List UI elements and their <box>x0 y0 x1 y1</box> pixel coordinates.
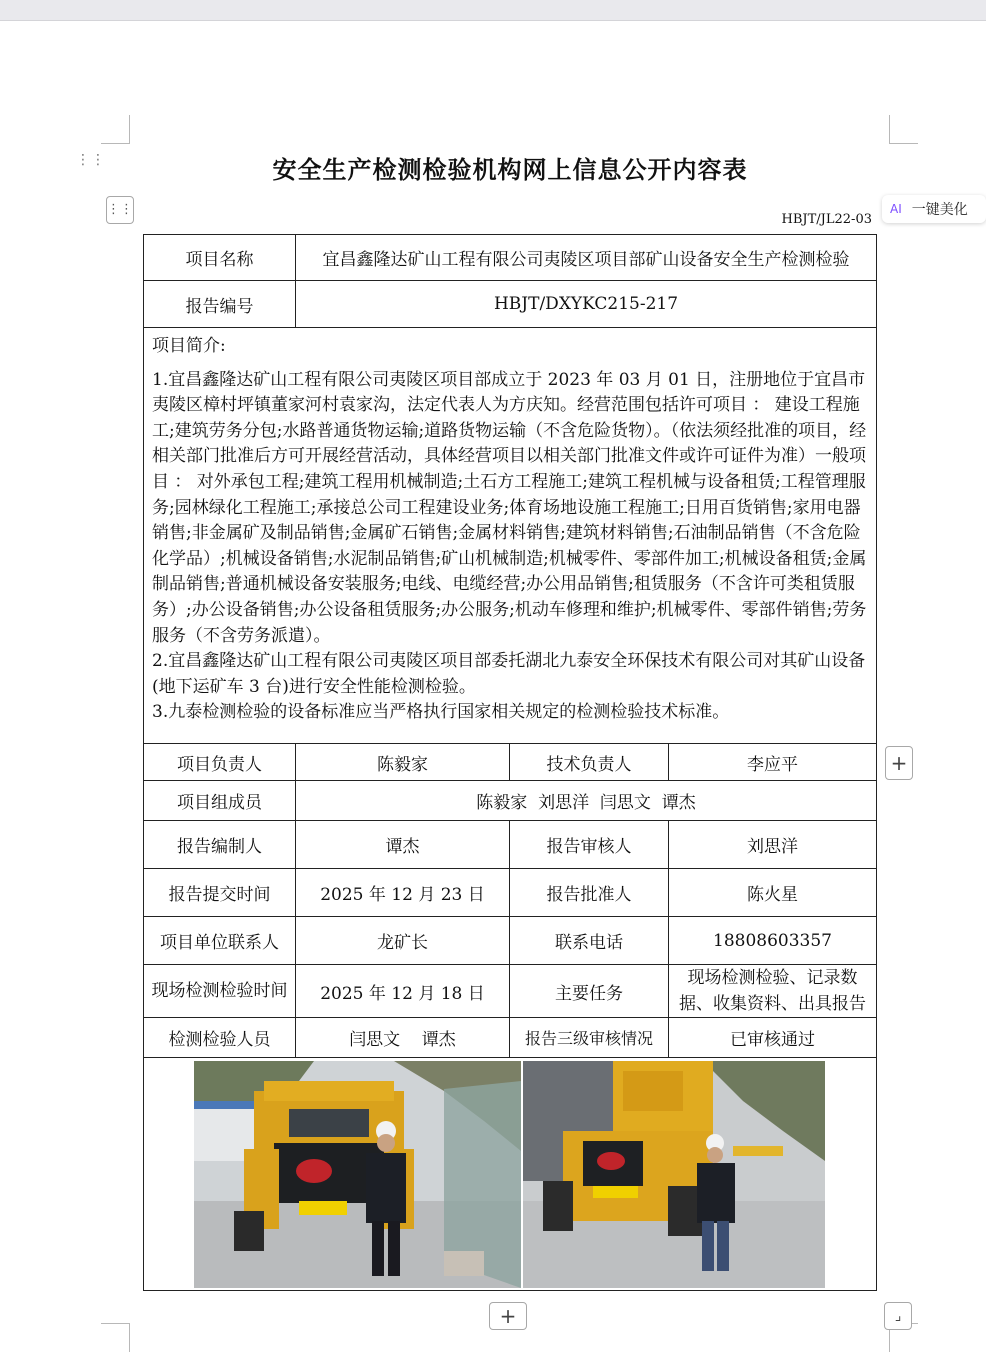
table-row <box>144 869 877 917</box>
project-intro-cell <box>144 328 877 744</box>
approver-value: 陈火星 <box>669 869 877 917</box>
block-drag-handle-icon[interactable]: ⋮⋮ <box>76 152 106 168</box>
project-name-label: 项目名称 <box>144 235 296 281</box>
project-intro-paragraph-2: 2.宜昌鑫隆达矿山工程有限公司夷陵区项目部委托湖北九泰安全环保技术有限公司对其矿山设备(地下运矿车 3 台)进行安全性能检测检验。 <box>152 651 866 697</box>
site-photo-2 <box>523 1061 825 1288</box>
add-row-button[interactable]: + <box>489 1302 527 1330</box>
table-row <box>144 821 877 869</box>
table-row <box>144 744 877 781</box>
contact-value: 龙矿长 <box>296 917 510 965</box>
project-name-value: 宜昌鑫隆达矿山工程有限公司夷陵区项目部矿山设备安全生产检测检验 <box>296 235 877 281</box>
onsite-time-value: 2025 年 12 月 18 日 <box>296 965 510 1018</box>
review-status-value: 已审核通过 <box>669 1018 877 1058</box>
table-row <box>144 917 877 965</box>
table-row <box>144 781 877 821</box>
table-row <box>144 1018 877 1058</box>
inspectors-value: 闫思文 谭杰 <box>296 1018 510 1058</box>
table-row <box>144 1058 877 1291</box>
report-no-label: 报告编号 <box>144 281 296 328</box>
phone-label: 联系电话 <box>510 917 669 965</box>
tech-lead-label: 技术负责人 <box>510 744 669 781</box>
ai-icon: AI <box>890 202 902 216</box>
info-table <box>143 234 877 1291</box>
tech-lead-value: 李应平 <box>669 744 877 781</box>
page-corner-mark-top-left <box>101 115 130 144</box>
phone-value: 18808603357 <box>669 917 877 965</box>
main-task-value: 现场检测检验、记录数据、收集资料、出具报告 <box>669 965 877 1018</box>
project-intro-heading: 项目简介: <box>152 336 226 356</box>
compiler-label: 报告编制人 <box>144 821 296 869</box>
table-row <box>144 328 877 744</box>
add-column-button[interactable]: + <box>885 746 913 780</box>
inspectors-label: 检测检验人员 <box>144 1018 296 1058</box>
ai-beautify-button[interactable] <box>882 195 986 223</box>
page-corner-mark-bottom-left <box>101 1323 130 1352</box>
document-title: 安全生产检测检验机构网上信息公开内容表 <box>272 155 748 184</box>
project-lead-value: 陈毅家 <box>296 744 510 781</box>
members-label: 项目组成员 <box>144 781 296 821</box>
compiler-value: 谭杰 <box>296 821 510 869</box>
contact-label: 项目单位联系人 <box>144 917 296 965</box>
ai-beautify-label: 一键美化 <box>911 202 968 218</box>
project-lead-label: 项目负责人 <box>144 744 296 781</box>
submit-time-value: 2025 年 12 月 23 日 <box>296 869 510 917</box>
page-corner-mark-top-right <box>889 115 918 144</box>
reviewer-label: 报告审核人 <box>510 821 669 869</box>
resize-icon[interactable]: ⌟ <box>884 1302 912 1330</box>
onsite-time-label: 现场检测检验时间 <box>144 965 296 1018</box>
table-row <box>144 235 877 281</box>
report-no-value: HBJT/DXYKC215-217 <box>296 281 877 328</box>
reviewer-value: 刘思洋 <box>669 821 877 869</box>
members-value: 陈毅家 刘思洋 闫思文 谭杰 <box>296 781 877 821</box>
main-task-label: 主要任务 <box>510 965 669 1018</box>
site-photo-1 <box>194 1061 521 1288</box>
review-status-label: 报告三级审核情况 <box>510 1018 669 1058</box>
project-intro-paragraph-1: 1.宜昌鑫隆达矿山工程有限公司夷陵区项目部成立于 2023 年 03 月 01 日，注册地位于宜昌市夷陵区樟村坪镇董家河村袁家沟，法定代表人为方庆知。经营范围包括许可项目 ： 建设工程施工;建筑劳务分包;水路普通货物运输;道路货物运输（不含危险货物）。（依法须经批准的项目，经相关部门批准后方可开展经营活动，具体经营项目以相关部门批准文件或许可证件为准）一般项目 ： 对外承包工程;建筑工程用机械制造;土石方工程施工;建筑工程机械与设备租赁;工程管理服务;园林绿化工程施工;承接总公司工程建设业务;体育场地设施工程施工;日用百货销售;家用电器销售;非金属矿及制品销售;金属矿石销售;金属材料销售;建筑材料销售;石油制品销售（不含危险化学品）;机械设备销售;水泥制品销售;矿山机械制造;机械零件、零部件加工;机械设备租赁;金属制品销售;普通机械设备安装服务;电线、电缆经营;办公用品销售;租赁服务（不含许可类租赁服务）;办公设备销售;办公设备租赁服务;办公服务;机动车修理和维护;机械零件、零部件销售;劳务服务（不含劳务派遣）。 <box>152 369 867 646</box>
form-code: HBJT/JL22-03 <box>781 212 872 227</box>
approver-label: 报告批准人 <box>510 869 669 917</box>
submit-time-label: 报告提交时间 <box>144 869 296 917</box>
table-row <box>144 281 877 328</box>
photos-cell <box>144 1058 877 1291</box>
table-handle-icon[interactable]: ⋮⋮ <box>106 196 134 224</box>
viewer-top-bar <box>0 0 986 21</box>
project-intro-paragraph-3: 3.九泰检测检验的设备标准应当严格执行国家相关规定的检测检验技术标准。 <box>152 702 730 723</box>
table-row <box>144 965 877 1018</box>
